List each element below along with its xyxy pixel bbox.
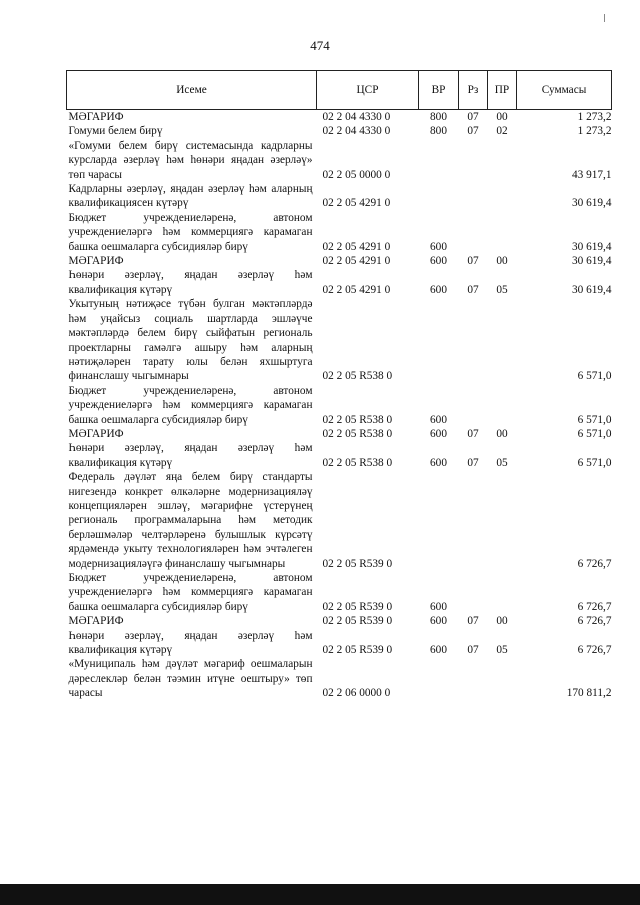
table-row <box>67 297 612 383</box>
header-pr: ПР <box>488 71 517 110</box>
cell-rz <box>459 657 488 700</box>
cell-name: МӘГАРИФ <box>68 615 124 628</box>
cell-csr: 02 2 06 0000 0 <box>322 687 391 700</box>
cell-vr: 600 <box>430 255 447 268</box>
cell-pr: 02 <box>496 125 508 138</box>
table-row <box>67 211 612 254</box>
cell-rz: 07 <box>467 615 479 628</box>
cell-rz: 07 <box>467 111 479 123</box>
cell-vr: 600 <box>430 600 447 613</box>
table-row <box>67 441 612 470</box>
cell-pr <box>488 657 517 700</box>
table-row <box>67 124 612 138</box>
cell-name: Гомуми белем бирү <box>68 125 163 138</box>
cell-rz <box>459 211 488 254</box>
cell-csr: 02 2 05 R539 0 <box>322 644 393 657</box>
cell-pr <box>488 571 517 614</box>
cell-vr <box>419 182 459 211</box>
cell-csr: 02 2 05 R539 0 <box>322 600 393 613</box>
table-row <box>67 427 612 441</box>
cell-sum: 6 571,0 <box>577 413 612 426</box>
page-number: 474 <box>310 38 330 53</box>
cell-sum: 6 571,0 <box>577 427 612 440</box>
cell-rz <box>459 139 488 182</box>
cell-csr: 02 2 05 4291 0 <box>322 255 391 268</box>
cell-csr: 02 2 04 4330 0 <box>322 111 391 123</box>
cell-name: «Гомуми белем бирү системасында кадрларны курсларда әзерләү һәм һөнәри яңадан әзерләү» төп чарасы <box>68 139 313 181</box>
cell-csr: 02 2 05 R539 0 <box>322 615 393 628</box>
cell-name: МӘГАРИФ <box>68 255 124 268</box>
cell-csr: 02 2 05 R538 0 <box>322 456 393 469</box>
cell-csr: 02 2 05 R538 0 <box>322 427 393 440</box>
cell-csr: 02 2 05 4291 0 <box>322 283 391 296</box>
table-row <box>67 254 612 268</box>
cell-vr <box>419 470 459 571</box>
cell-name: Бюджет учреждениеләренә, автоном учреждениеләргә һәм коммерциягә карамаган башка оешмаларга субсидияләр бирү <box>68 572 313 613</box>
cell-rz: 07 <box>467 644 479 657</box>
cell-sum: 6 726,7 <box>577 644 612 657</box>
cell-csr: 02 2 05 R539 0 <box>322 557 393 570</box>
cell-name: Һөнәри әзерләү, яңадан әзерләү һәм квалификация күтәрү <box>68 442 313 469</box>
cell-rz <box>459 571 488 614</box>
scan-mark <box>604 14 605 22</box>
cell-vr: 600 <box>430 413 447 426</box>
cell-rz: 07 <box>467 427 479 440</box>
cell-pr: 05 <box>496 644 508 657</box>
scan-bottom-edge <box>0 884 640 905</box>
cell-name: МӘГАРИФ <box>68 427 124 440</box>
cell-sum: 30 619,4 <box>571 240 612 253</box>
table-row <box>67 657 612 700</box>
cell-pr <box>488 384 517 427</box>
cell-name: «Муниципаль һәм дәүләт мәгариф оешмаларын дәреслекләр белән тәэмин итүне оештыру» төп чарасы <box>68 658 313 700</box>
header-vr: ВР <box>419 71 459 110</box>
cell-pr <box>488 211 517 254</box>
cell-sum: 6 571,0 <box>577 370 612 383</box>
cell-sum: 6 726,7 <box>577 600 612 613</box>
cell-vr: 600 <box>430 615 447 628</box>
table-row <box>67 384 612 427</box>
cell-name: Кадрларны әзерләү, яңадан әзерләү һәм аларның квалификациясен күтәрү <box>68 183 313 210</box>
cell-pr <box>488 182 517 211</box>
cell-rz: 07 <box>467 255 479 268</box>
cell-rz <box>459 182 488 211</box>
table-row <box>67 268 612 297</box>
table-row <box>67 470 612 571</box>
cell-sum: 170 811,2 <box>566 687 612 700</box>
cell-name: Федераль дәүләт яңа белем бирү стандарты нигезендә конкрет өлкәләрне модернизацияләү концепцияләрен эшләү, мәгарифне үстерүнең региональ программаларына һәм методик берләшмәләр челтәрләренә булышлык күрсәтү ярдәмендә укыту технологияләрен һәм эчтәлеген модернизацияләүгә финанслашу чыгымнары <box>68 471 313 570</box>
cell-rz: 07 <box>467 456 479 469</box>
table-row <box>67 629 612 658</box>
cell-sum: 43 917,1 <box>571 168 612 181</box>
cell-sum: 30 619,4 <box>571 283 612 296</box>
cell-sum: 6 726,7 <box>577 615 612 628</box>
cell-name: Бюджет учреждениеләренә, автоном учреждениеләргә һәм коммерциягә карамаган башка оешмаларга субсидияләр бирү <box>68 211 313 253</box>
cell-vr <box>419 139 459 182</box>
cell-vr: 600 <box>430 427 447 440</box>
cell-sum: 30 619,4 <box>571 255 612 268</box>
cell-vr: 600 <box>430 283 447 296</box>
cell-vr <box>419 297 459 383</box>
cell-rz <box>459 297 488 383</box>
cell-vr: 800 <box>430 111 447 123</box>
cell-csr: 02 2 05 0000 0 <box>322 168 391 181</box>
cell-name: Һөнәри әзерләү, яңадан әзерләү һәм квалификация күтәрү <box>68 629 313 657</box>
table-body <box>67 110 612 701</box>
cell-pr <box>488 139 517 182</box>
cell-pr: 00 <box>496 111 508 123</box>
table-row <box>67 110 612 125</box>
table-row <box>67 614 612 628</box>
cell-pr: 05 <box>496 456 508 469</box>
table-header-row <box>67 71 612 110</box>
header-name: Исеме <box>67 71 317 110</box>
table-row <box>67 182 612 211</box>
cell-sum: 1 273,2 <box>577 111 612 123</box>
cell-pr: 00 <box>496 427 508 440</box>
cell-sum: 6 571,0 <box>577 456 612 469</box>
header-csr: ЦСР <box>317 71 419 110</box>
cell-name: Укытуның нәтиҗәсе түбән булган мәктәпләрдә һәм уңайсыз социаль шартларда эшләүче мәктәпләрдә белем бирү сыйфатын региональ проектларны гамәлгә ашыру һәм аларның нәтиҗәләрен тарату юлы белән яхшыртуга финанслашу чыгымнары <box>68 298 313 383</box>
cell-sum: 1 273,2 <box>577 125 612 138</box>
cell-sum: 30 619,4 <box>571 197 612 210</box>
cell-csr: 02 2 05 R538 0 <box>322 413 393 426</box>
cell-vr: 600 <box>430 456 447 469</box>
budget-table <box>66 70 612 701</box>
cell-csr: 02 2 05 4291 0 <box>322 197 391 210</box>
cell-rz <box>459 384 488 427</box>
cell-name: Бюджет учреждениеләренә, автоном учреждениеләргә һәм коммерциягә карамаган башка оешмаларга субсидияләр бирү <box>68 384 313 426</box>
header-rz: Рз <box>459 71 488 110</box>
cell-pr: 00 <box>496 255 508 268</box>
cell-pr <box>488 470 517 571</box>
cell-name: Һөнәри әзерләү, яңадан әзерләү һәм квалификация күтәрү <box>68 269 313 296</box>
cell-csr: 02 2 05 R538 0 <box>322 370 393 383</box>
cell-vr: 600 <box>430 644 447 657</box>
cell-csr: 02 2 05 4291 0 <box>322 240 391 253</box>
cell-pr: 00 <box>496 615 508 628</box>
table-row <box>67 571 612 614</box>
cell-vr: 600 <box>430 240 447 253</box>
cell-rz <box>459 470 488 571</box>
cell-vr: 800 <box>430 125 447 138</box>
cell-csr: 02 2 04 4330 0 <box>322 125 391 138</box>
cell-pr <box>488 297 517 383</box>
cell-rz: 07 <box>467 283 479 296</box>
table-row <box>67 139 612 182</box>
cell-pr: 05 <box>496 283 508 296</box>
cell-name: МӘГАРИФ <box>68 111 124 123</box>
cell-sum: 6 726,7 <box>577 557 612 570</box>
header-sum: Суммасы <box>517 71 612 110</box>
cell-vr <box>419 657 459 700</box>
cell-rz: 07 <box>467 125 479 138</box>
